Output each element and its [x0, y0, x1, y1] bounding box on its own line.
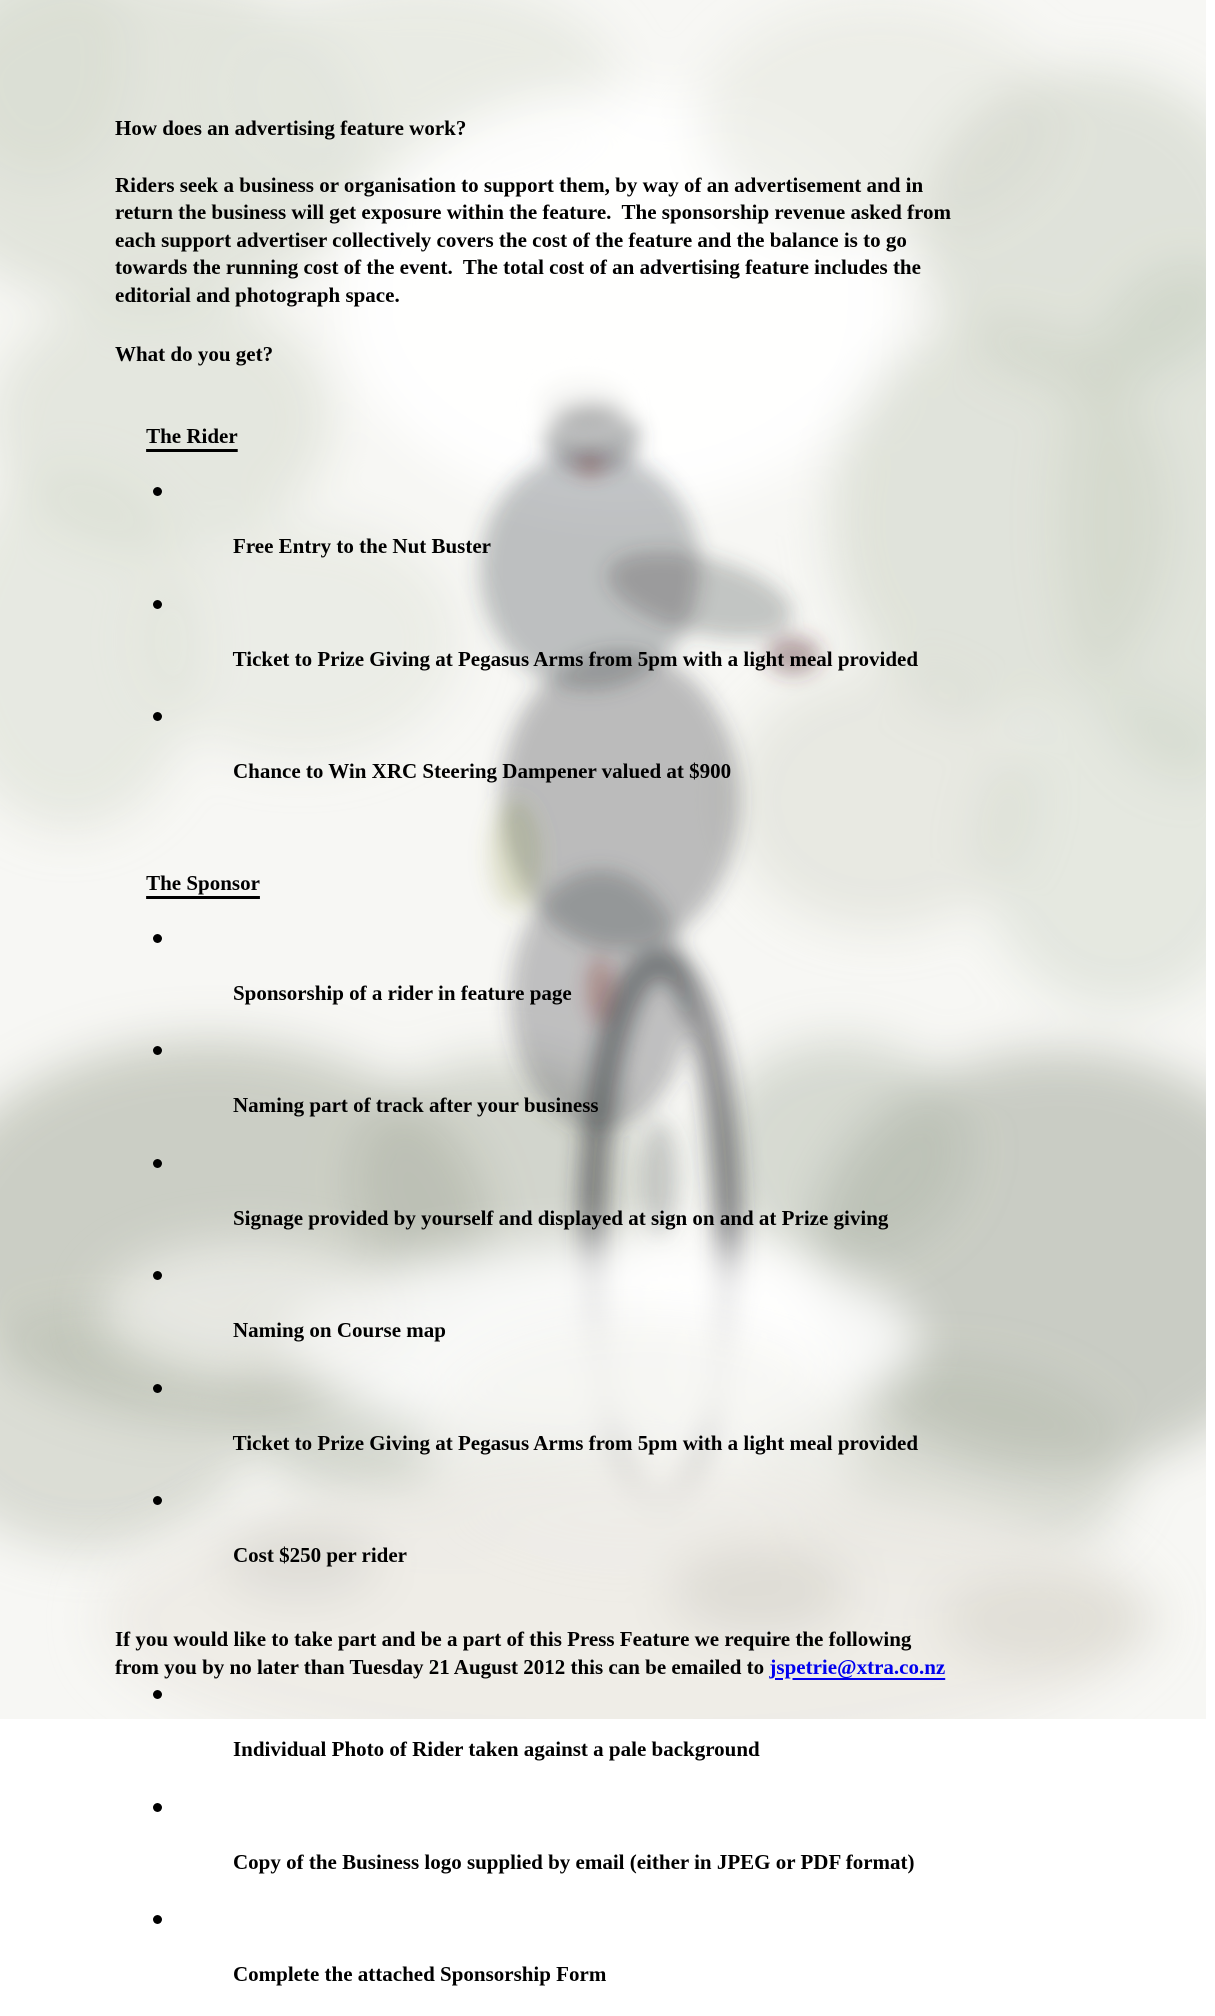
list-item-text: Cost $250 per rider	[233, 1543, 407, 1567]
list-item	[115, 703, 1160, 813]
list-item	[115, 1262, 1160, 1372]
list-item-text: Sponsorship of a rider in feature page	[233, 980, 572, 1005]
sponsor-benefits-list	[115, 925, 1160, 1598]
requirements-list	[115, 1681, 1160, 2016]
list-item	[115, 925, 1160, 1035]
list-item	[115, 478, 1160, 588]
list-item-text: Ticket to Prize Giving at Pegasus Arms from 5pm with a light meal provided	[232, 1430, 919, 1455]
list-item-text: Copy of the Business logo supplied by email (either in JPEG or PDF format)	[233, 1849, 915, 1874]
rider-benefits-list	[115, 478, 1160, 813]
list-item-text: Free Entry to the Nut Buster	[233, 534, 491, 558]
subheading-benefits-question: What do you get?	[115, 342, 274, 366]
list-item-text: Ticket to Prize Giving at Pegasus Arms from 5pm with a light meal provided	[232, 646, 919, 671]
list-item	[115, 1375, 1160, 1485]
intro-line: Riders seek a business or organisation to support them, by way of an advertisement and in	[115, 172, 924, 197]
section-heading-sponsor	[115, 842, 1160, 925]
bullet-icon	[153, 712, 162, 721]
list-item	[115, 1487, 1160, 1597]
bullet-icon	[153, 487, 162, 496]
bullet-icon	[153, 1046, 162, 1055]
bullet-icon	[153, 934, 162, 943]
closing-line	[115, 1654, 1160, 1682]
list-item	[115, 1150, 1160, 1260]
section-heading-sponsor-text: The Sponsor	[146, 870, 260, 895]
list-item	[115, 1037, 1160, 1147]
list-item-text: Chance to Win XRC Steering Dampener valued at $900	[233, 759, 732, 783]
list-item-text: Individual Photo of Rider taken against a pale background	[233, 1737, 760, 1761]
intro-line: towards the running cost of the event. The total cost of an advertising feature includes the	[115, 255, 921, 279]
heading-question: How does an advertising feature work?	[115, 116, 467, 140]
closing-paragraph	[115, 1626, 1160, 1681]
bullet-icon	[153, 1159, 162, 1168]
bullet-icon	[153, 1915, 162, 1924]
section-heading-rider-text: The Rider	[146, 424, 238, 448]
bullet-icon	[153, 1803, 162, 1812]
list-item	[115, 1906, 1160, 2016]
list-item-text: Signage provided by yourself and displayed at sign on and at Prize giving	[233, 1205, 889, 1230]
bullet-icon	[153, 1384, 162, 1393]
closing-line: If you would like to take part and be a part of this Press Feature we require the following	[115, 1627, 912, 1651]
closing-line-prefix: from you by no later than Tuesday 21 August 2012 this can be emailed to	[115, 1654, 770, 1679]
intro-line: return the business will get exposure within the feature. The sponsorship revenue asked from	[115, 200, 951, 224]
list-item	[115, 1681, 1160, 1791]
list-item-text: Complete the attached Sponsorship Form	[233, 1962, 607, 1986]
list-item-text: Naming part of track after your business	[233, 1093, 599, 1117]
email-link[interactable]: jspetrie@xtra.co.nz	[769, 1654, 946, 1679]
list-item-text: Naming on Course map	[233, 1318, 446, 1342]
bullet-icon	[153, 1496, 162, 1505]
list-item	[115, 591, 1160, 701]
intro-line: each support advertiser collectively covers the cost of the feature and the balance is to go	[115, 227, 907, 252]
list-item	[115, 1794, 1160, 1904]
section-heading-rider	[115, 396, 1160, 479]
intro-paragraph	[115, 172, 1160, 310]
bullet-icon	[153, 1271, 162, 1280]
bullet-icon	[153, 600, 162, 609]
bullet-icon	[153, 1690, 162, 1699]
intro-line: editorial and photograph space.	[115, 282, 400, 307]
